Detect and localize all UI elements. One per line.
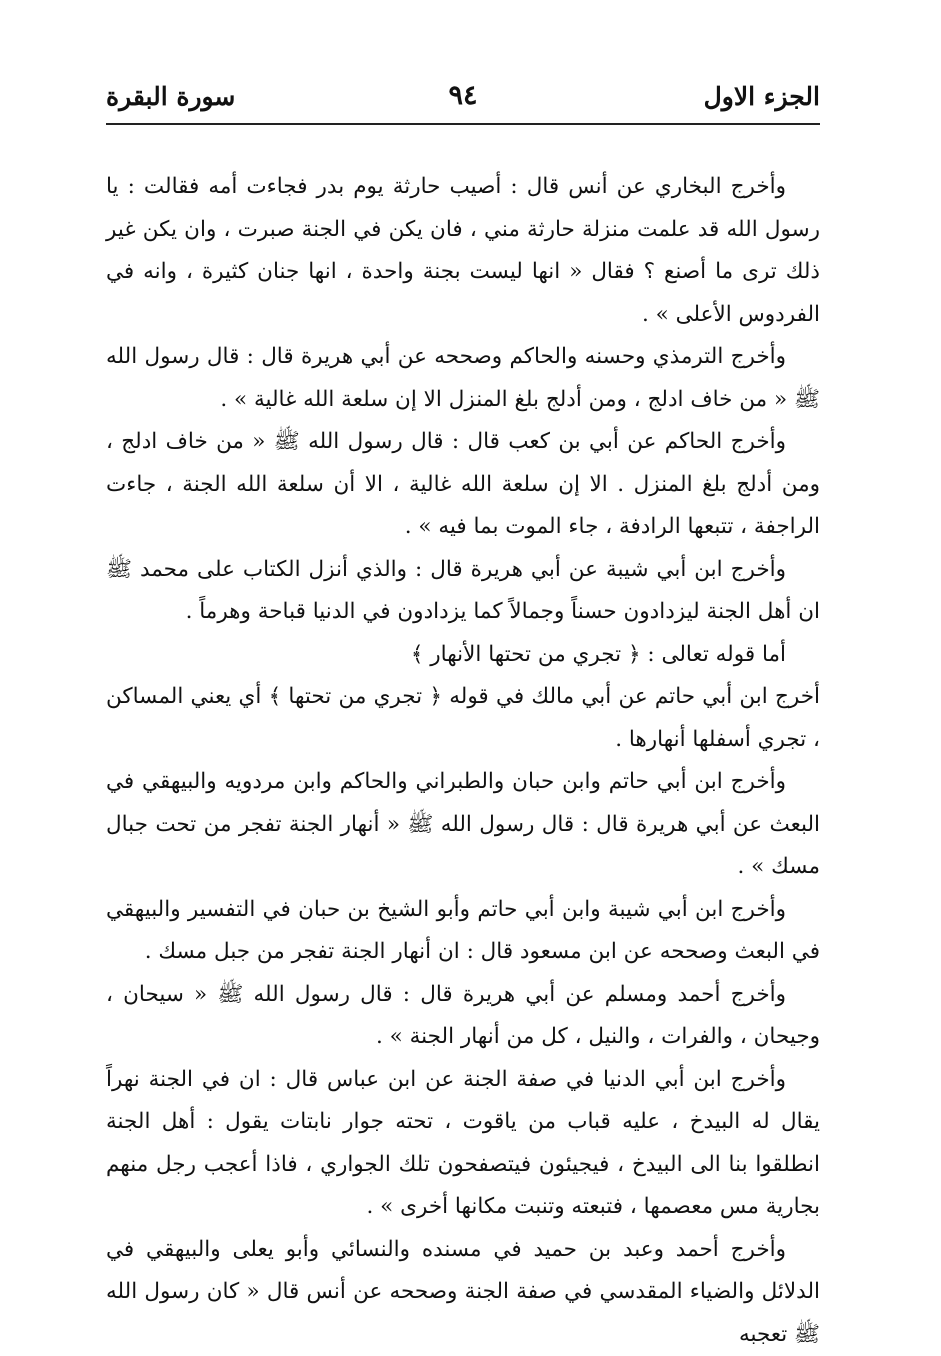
- volume-label: الجزء الاول: [704, 82, 820, 111]
- paragraph: وأخرج ابن أبي شيبة عن أبي هريرة قال : والذي أنزل الكتاب على محمد ﷺ ان أهل الجنة ليزدادون حسناً وجمالاً كما يزدادون في الدنيا قباحة وهرماً .: [106, 549, 820, 634]
- body-text: [106, 166, 820, 1356]
- page-number: ٩٤: [106, 80, 820, 111]
- paragraph: وأخرج أحمد ومسلم عن أبي هريرة قال : قال رسول الله ﷺ « سيحان ، وجيحان ، والفرات ، والنيل ، كل من أنهار الجنة » .: [106, 974, 820, 1059]
- paragraph: وأخرج ابن أبي حاتم وابن حبان والطبراني والحاكم وابن مردويه والبيهقي في البعث عن أبي هريرة قال : قال رسول الله ﷺ « أنهار الجنة تفجر من تحت جبال مسك » .: [106, 761, 820, 889]
- header-rule: [106, 123, 820, 125]
- paragraph: وأخرج ابن أبي شيبة وابن أبي حاتم وأبو الشيخ بن حبان في التفسير والبيهقي في البعث وصححه عن ابن مسعود قال : ان أنهار الجنة تفجر من جبل مسك .: [106, 889, 820, 974]
- paragraph: وأخرج البخاري عن أنس قال : أصيب حارثة يوم بدر فجاءت أمه فقالت : يا رسول الله قد علمت منزلة حارثة مني ، فان يكن في الجنة صبرت ، وان يكن غير ذلك ترى ما أصنع ؟ فقال « انها ليست بجنة واحدة ، انها جنان كثيرة ، وانه في الفردوس الأعلى » .: [106, 166, 820, 336]
- paragraph: أخرج ابن أبي حاتم عن أبي مالك في قوله ﴿ تجري من تحتها ﴾ أي يعني المساكن ، تجري أسفلها أنهارها .: [106, 676, 820, 761]
- paragraph: وأخرج الحاكم عن أبي بن كعب قال : قال رسول الله ﷺ « من خاف ادلج ، ومن أدلج بلغ المنزل . الا إن سلعة الله غالية ، الا أن سلعة الله الجنة ، جاءت الراجفة ، تتبعها الرادفة ، جاء الموت بما فيه » .: [106, 421, 820, 549]
- page-header: [106, 78, 820, 114]
- paragraph: وأخرج أحمد وعبد بن حميد في مسنده والنسائي وأبو يعلى والبيهقي في الدلائل والضياء المقدسي في صفة الجنة وصححه عن أنس قال « كان رسول الله ﷺ تعجبه: [106, 1229, 820, 1356]
- paragraph: وأخرج الترمذي وحسنه والحاكم وصححه عن أبي هريرة قال : قال رسول الله ﷺ « من خاف ادلج ، ومن أدلج بلغ المنزل الا إن سلعة الله غالية » .: [106, 336, 820, 421]
- verse-heading: أما قوله تعالى : ﴿ تجري من تحتها الأنهار ﴾: [106, 634, 820, 677]
- paragraph: وأخرج ابن أبي الدنيا في صفة الجنة عن ابن عباس قال : ان في الجنة نهراً يقال له البيدخ ، عليه قباب من ياقوت ، تحته جوار نابتات يقول : أهل الجنة انطلقوا بنا الى البيدخ ، فيجيئون فيتصفحون تلك الجواري ، فاذا أعجب رجل منهم بجارية مس معصمها ، فتبعته وتنبت مكانها أخرى » .: [106, 1059, 820, 1229]
- surah-title: سورة البقرة: [106, 82, 235, 111]
